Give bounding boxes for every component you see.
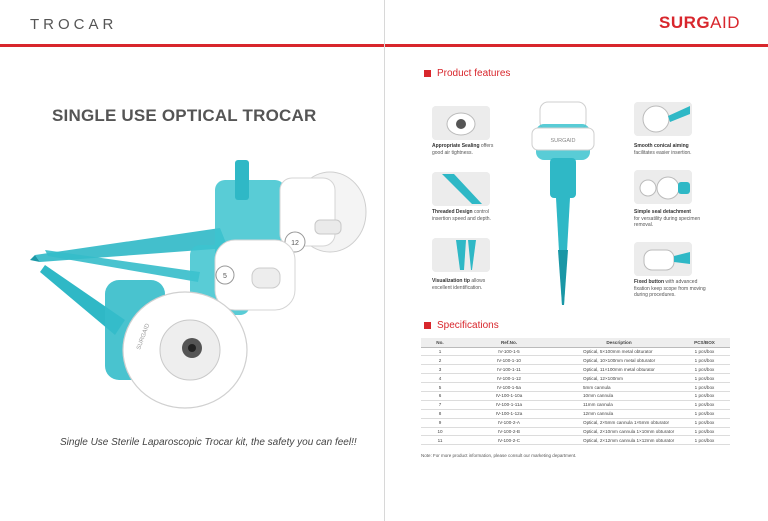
- spec-ref: IV-100-2-B: [459, 427, 559, 436]
- product-title: SINGLE USE OPTICAL TROCAR: [52, 106, 317, 125]
- table-row: [421, 347, 730, 356]
- spec-no: 7: [421, 400, 459, 409]
- spec-ref: IV-100-1-5a: [459, 383, 559, 392]
- spec-no: 4: [421, 374, 459, 383]
- spec-description: Optical, 2×5mm cannula 1×5mm obturator: [559, 418, 679, 427]
- spec-pcs: 1 pcs/box: [679, 374, 730, 383]
- spec-ref: IV-100-1-10: [459, 356, 559, 365]
- spec-description: 5mm cannula: [559, 383, 679, 392]
- bullet-square: [424, 322, 431, 329]
- spec-ref: IV-100-1-11a: [459, 400, 559, 409]
- feature-image-conical: [634, 102, 692, 136]
- spec-pcs: 1 pcs/box: [679, 356, 730, 365]
- brand-bold: SURG: [659, 13, 711, 32]
- spec-pcs: 1 pcs/box: [679, 409, 730, 418]
- feature-image-fixed-button: [634, 242, 692, 276]
- table-row: [421, 400, 730, 409]
- brand-logo: [659, 13, 740, 33]
- spec-pcs: 1 pcs/box: [679, 347, 730, 356]
- spec-no: 3: [421, 365, 459, 374]
- feature-text-sealing: Appropriate Sealing offers good air tightness.: [432, 143, 494, 156]
- feature-text-seal-detachment: Simple seal detachment for versatility during specimen removal.: [634, 209, 701, 228]
- center-logo: SURGAID: [550, 138, 576, 144]
- table-row: [421, 418, 730, 427]
- size-label-12: 12: [291, 240, 299, 247]
- table-header-row: [421, 338, 730, 347]
- spec-no: 8: [421, 409, 459, 418]
- spec-no: 6: [421, 391, 459, 400]
- col-ref: Ref.No.: [459, 338, 559, 347]
- col-description: Description: [559, 338, 679, 347]
- feature-text-threaded: Threaded Design control insertion speed and depth.: [432, 209, 491, 222]
- table-row: [421, 383, 730, 392]
- spec-ref: IV-100-1-11: [459, 365, 559, 374]
- bullet-square: [424, 70, 431, 77]
- spec-pcs: 1 pcs/box: [679, 436, 730, 445]
- trocar-product-illustration: [30, 150, 370, 415]
- center-trocar-illustration: [528, 100, 598, 310]
- specs-heading-text: Specifications: [437, 320, 499, 331]
- feature-image-threaded: [432, 172, 490, 206]
- spec-description: 10mm cannula: [559, 391, 679, 400]
- spec-description: Optical, 12×100mm: [559, 374, 679, 383]
- spec-ref: IV-100-2-A: [459, 418, 559, 427]
- table-row: [421, 356, 730, 365]
- spec-ref: IV-100-2-C: [459, 436, 559, 445]
- spec-pcs: 1 pcs/box: [679, 400, 730, 409]
- spec-description: Optical, 2×10mm cannula 1×10mm obturator: [559, 427, 679, 436]
- spec-no: 11: [421, 436, 459, 445]
- size-label-5: 5: [223, 273, 227, 280]
- feature-text-visualization: Visualization tip allows excellent identification.: [432, 278, 486, 291]
- footnote: Note: For more product information, please consult our marketing department.: [421, 453, 577, 458]
- col-no: No.: [421, 338, 459, 347]
- feature-image-sealing: [432, 106, 490, 140]
- spec-description: Optical, 2×12mm cannula 1×12mm obturator: [559, 436, 679, 445]
- table-row: [421, 427, 730, 436]
- spec-pcs: 1 pcs/box: [679, 427, 730, 436]
- table-row: [421, 391, 730, 400]
- spec-description: Optical, 10×100mm metal obturator: [559, 356, 679, 365]
- feature-text-fixed-button: Fixed button with advanced fixation keep scope from moving during procedures.: [634, 279, 706, 298]
- spec-ref: IV-100-1-5: [459, 347, 559, 356]
- specifications-table: [421, 338, 730, 445]
- spec-description: Optical, 11×100mm metal obturator: [559, 365, 679, 374]
- page-fold: [384, 0, 385, 521]
- spec-no: 2: [421, 356, 459, 365]
- spec-ref: IV-100-1-12: [459, 374, 559, 383]
- brand-thin: AID: [710, 13, 740, 32]
- table-row: [421, 409, 730, 418]
- spec-ref: IV-100-1-10a: [459, 391, 559, 400]
- table-row: [421, 365, 730, 374]
- feature-image-visualization: [432, 238, 490, 272]
- col-pcs: PCS/BOX: [679, 338, 730, 347]
- spec-no: 5: [421, 383, 459, 392]
- feature-text-conical: Smooth conical aiming facilitates easier insertion.: [634, 143, 692, 156]
- spec-no: 1: [421, 347, 459, 356]
- spec-description: 11mm cannula: [559, 400, 679, 409]
- features-heading-text: Product features: [437, 68, 511, 79]
- spec-ref: IV-100-1-12a: [459, 409, 559, 418]
- spec-description: Optical, 5×100mm metal obturator: [559, 347, 679, 356]
- spec-pcs: 1 pcs/box: [679, 418, 730, 427]
- spec-no: 10: [421, 427, 459, 436]
- header-rule-left: [0, 44, 384, 47]
- logo-on-seal: SURGAID: [136, 322, 152, 351]
- spec-no: 9: [421, 418, 459, 427]
- spec-pcs: 1 pcs/box: [679, 365, 730, 374]
- header-rule-right: [384, 44, 768, 47]
- spec-description: 12mm cannula: [559, 409, 679, 418]
- features-heading: [424, 68, 510, 79]
- spec-pcs: 1 pcs/box: [679, 383, 730, 392]
- spec-pcs: 1 pcs/box: [679, 391, 730, 400]
- section-title: TROCAR: [30, 16, 118, 33]
- specs-heading: [424, 320, 499, 331]
- table-row: [421, 374, 730, 383]
- feature-image-seal-detachment: [634, 170, 692, 204]
- table-body: [421, 347, 730, 445]
- table-row: [421, 436, 730, 445]
- product-tagline: Single Use Sterile Laparoscopic Trocar kit, the safety you can feel!!: [60, 437, 357, 448]
